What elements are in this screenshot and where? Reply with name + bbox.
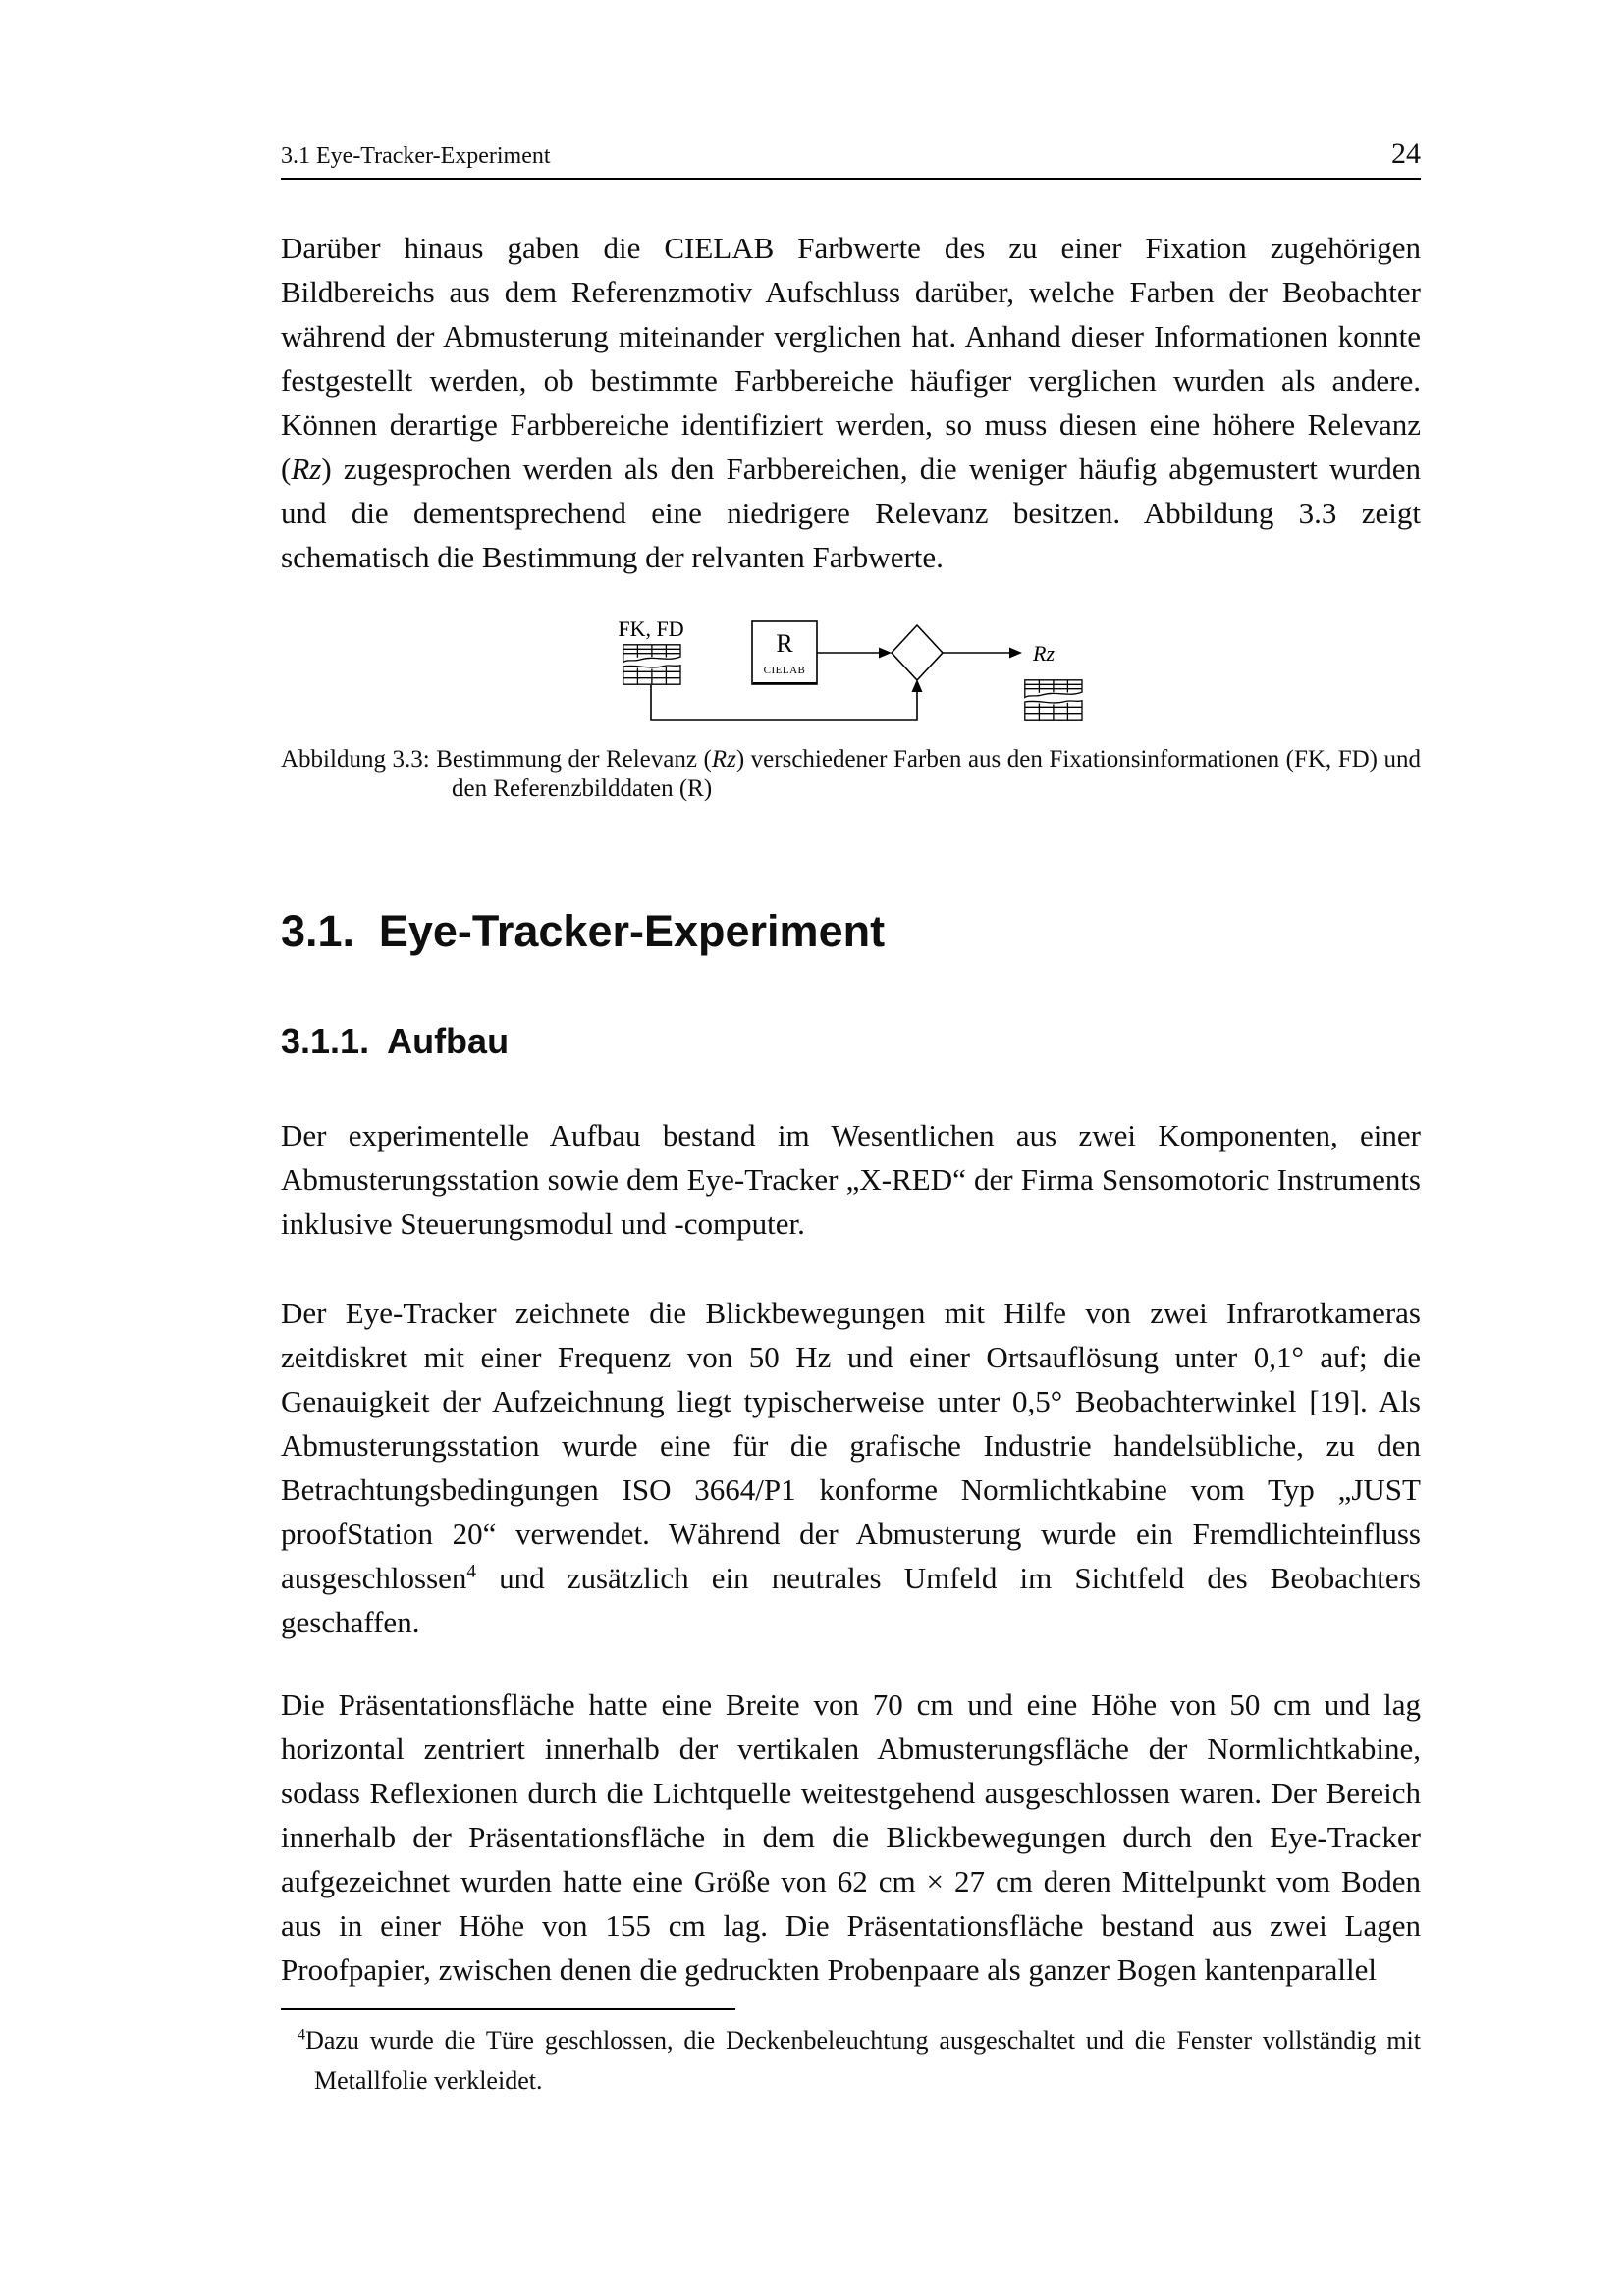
arrowhead-up xyxy=(912,679,923,692)
arrowhead-right-1 xyxy=(879,648,892,659)
intro-paragraph: Darüber hinaus gaben die CIELAB Farbwerte des zu einer Fixation zugehörigen Bildbereichs aus dem Referenzmotiv Aufschluss darüber, welche Farben der Beobachter während der Abmusterung miteinander verglichen hat. Anhand dieser Informationen konnte festgestellt werden, ob bestimmte Farbbereiche häufiger verglichen wurden als andere. Können derartige Farbbereiche identifiziert werden, so muss diesen eine höhere Relevanz (Rz) zugesprochen werden als den Farbbereichen, die weniger häufig abgemustert wurden und die dementsprechend eine niedrigere Relevanz besitzen. Abbildung 3.3 zeigt schematisch die Bestimmung der relvanten Farbwerte. xyxy=(281,231,1421,574)
input-table-icon xyxy=(623,645,680,684)
figure-3-3 xyxy=(601,616,1111,732)
subsection-title: Aufbau xyxy=(387,1021,510,1061)
running-header xyxy=(281,137,1421,180)
output-table-icon xyxy=(1025,680,1082,720)
footnote: $^4$Dazu wurde die Türe geschlossen, die Deckenbeleuchtung ausgeschaltet und die Fenster vollständig mit Metallfolie verkleidet. xyxy=(298,2026,1421,2095)
arrowhead-right-2 xyxy=(1009,648,1022,659)
subsection-number: 3.1.1. xyxy=(281,1021,370,1061)
paragraph-aufbau-3: Die Präsentationsfläche hatte eine Breite von 70 cm und eine Höhe von 50 cm und lag horizontal zentriert innerhalb der vertikalen Abmusterungsfläche der Normlichtkabine, sodass Reflexionen durch die Lichtquelle weitestgehend ausgeschlossen waren. Der Bereich innerhalb der Präsentationsfläche in dem die Blickbewegungen durch den Eye-Tracker aufgezeichnet wurden hatte eine Größe von 62 cm × 27 cm deren Mittelpunkt vom Boden aus in einer Höhe von 155 cm lag. Die Präsentationsfläche bestand aus zwei Lagen Proofpapier, zwischen denen die gedruckten Probenpaare als ganzer Bogen kantenparallel xyxy=(281,1687,1421,1987)
section-number: 3.1. xyxy=(281,906,355,956)
section-heading xyxy=(281,908,885,955)
subsection-heading xyxy=(281,1022,509,1061)
r-label: R xyxy=(776,629,793,658)
footnote-rule xyxy=(281,2008,735,2010)
paragraph-aufbau-2: Der Eye-Tracker zeichnete die Blickbewegungen mit Hilfe von zwei Infrarotkameras zeitdiskret mit einer Frequenz von 50 Hz und einer Ortsauflösung unter 0,1° auf; die Genauigkeit der Aufzeichnung liegt typischerweise unter 0,5° Beobachterwinkel [19]. Als Abmusterungsstation wurde eine für die grafische Industrie handelsübliche, zu den Betrachtungsbedingungen ISO 3664/P1 konforme Normlichtkabine vom Typ „JUST proofStation 20“ verwendet. Während der Abmusterung wurde ein Fremdlichteinfluss ausgeschlossen$^4$ und zusätzlich ein neutrales Umfeld im Sichtfeld des Beobachters geschaffen. xyxy=(281,1296,1421,1639)
section-title: Eye-Tracker-Experiment xyxy=(378,906,886,956)
comparison-diamond xyxy=(892,625,943,680)
flow-line-fkfd-to-diamond xyxy=(651,684,917,720)
rz-label: Rz xyxy=(1033,641,1055,666)
figure-diagram xyxy=(601,616,1111,732)
fk-fd-label: FK, FD xyxy=(618,616,684,641)
page-number: 24 xyxy=(1391,137,1421,170)
running-header-title: 3.1 Eye-Tracker-Experiment xyxy=(281,143,551,169)
figure-caption: Abbildung 3.3: Bestimmung der Relevanz (Rz) verschiedener Farben aus den Fixationsinformationen (FK, FD) und den Referenzbilddaten (R) xyxy=(281,746,1421,802)
paragraph-aufbau-1: Der experimentelle Aufbau bestand im Wesentlichen aus zwei Komponenten, einer Abmusterungsstation sowie dem Eye-Tracker „X-RED“ der Firma Sensomotoric Instruments inklusive Steuerungsmodul und -computer. xyxy=(281,1118,1421,1241)
cielab-label: CIELAB xyxy=(763,665,806,676)
